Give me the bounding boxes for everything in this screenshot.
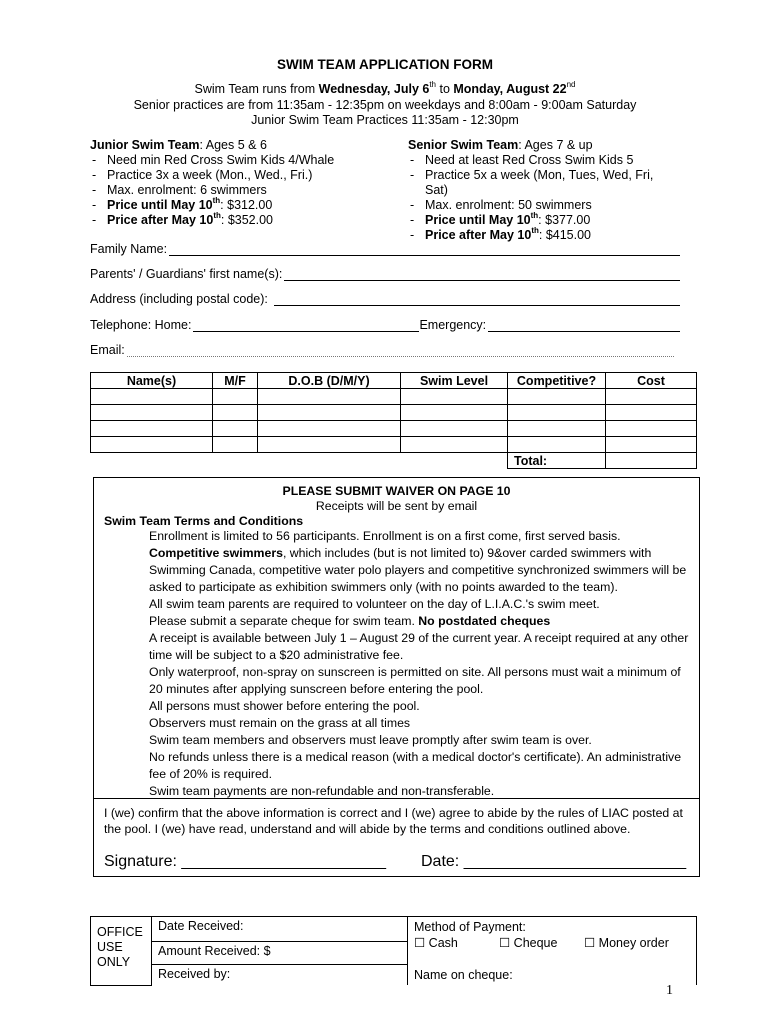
table-row[interactable]: [91, 437, 697, 453]
column-header: Competitive?: [508, 373, 606, 389]
junior-team-info: Junior Swim Team: Ages 5 & 6 - Need min Red Cross Swim Kids 4/Whale - Practice 3x a week (Mon., Wed., Fri.) - Max. enrolment: 6 swimmers - Price until May 10th: $312.00 - Price after May 10th: $352.00: [90, 138, 400, 228]
table-row[interactable]: [91, 389, 697, 405]
term-item: Enrollment is limited to 56 participants. Enrollment is on a first come, first served basis.: [149, 529, 621, 543]
money-order-checkbox[interactable]: ☐ Money order: [584, 936, 669, 950]
office-use-table: [90, 916, 697, 986]
table-cell[interactable]: [258, 389, 401, 405]
junior-practice-times: Junior Swim Team Practices 11:35am - 12:30pm: [251, 113, 519, 127]
column-header: Swim Level: [401, 373, 508, 389]
cash-checkbox[interactable]: ☐ Cash: [414, 936, 458, 950]
table-cell[interactable]: [401, 421, 508, 437]
term-item: All persons must shower before entering the pool.: [149, 699, 420, 713]
total-cost-cell[interactable]: [606, 453, 697, 469]
table-cell[interactable]: [91, 389, 213, 405]
column-header: Cost: [606, 373, 697, 389]
junior-price-until: - Price until May 10th: $312.00: [90, 198, 400, 213]
email-label: Email:: [90, 343, 125, 357]
term-item: Swim team members and observers must leave promptly after swim team is over.: [149, 733, 592, 747]
swimmer-table: [90, 372, 697, 469]
table-cell[interactable]: [508, 437, 606, 453]
senior-practice-times: Senior practices are from 11:35am - 12:35pm on weekdays and 8:00am - 9:00am Saturday: [133, 98, 637, 112]
page-number: 1: [666, 983, 673, 998]
term-item: A receipt is available between July 1 – August 29 of the current year. A receipt required at any other time will be subject to a $20 administrative fee.: [149, 631, 689, 662]
table-cell[interactable]: [606, 405, 697, 421]
page-title: SWIM TEAM APPLICATION FORM: [277, 57, 493, 72]
cheque-checkbox[interactable]: ☐ Cheque: [499, 936, 558, 950]
table-cell[interactable]: [213, 437, 258, 453]
table-cell[interactable]: [508, 405, 606, 421]
senior-price-until: - Price until May 10th: $377.00: [408, 213, 678, 228]
table-row[interactable]: [91, 421, 697, 437]
table-cell[interactable]: [606, 389, 697, 405]
list-item: - Practice 5x a week (Mon, Tues, Wed, Fri, Sat): [408, 168, 678, 198]
telephone-home-label: Telephone: Home:: [90, 318, 192, 332]
receipts-notice: Receipts will be sent by email: [315, 499, 478, 513]
column-header: M/F: [213, 373, 258, 389]
date-field[interactable]: Date: _________________________: [421, 853, 687, 870]
junior-requirements-list: [90, 153, 400, 228]
divider: [94, 798, 699, 799]
list-item: - Need at least Red Cross Swim Kids 5: [408, 153, 678, 168]
confirmation-text: I (we) confirm that the above information is correct and I (we) agree to abide by the rules of LIAC posted at the pool. I (we) have read, understand and will abide by the terms and conditions outlined above.: [104, 806, 683, 836]
payment-options: [414, 935, 690, 951]
table-cell[interactable]: [91, 421, 213, 437]
email-input[interactable]: [127, 346, 674, 357]
table-cell[interactable]: [91, 437, 213, 453]
office-use-label: OFFICE USE ONLY: [91, 917, 152, 986]
term-item: No refunds unless there is a medical reason (with a medical doctor's certificate). An administrative fee of 20% is required.: [149, 750, 682, 781]
terms-list: [149, 528, 689, 800]
address-field[interactable]: [90, 292, 680, 306]
table-cell[interactable]: [213, 389, 258, 405]
address-input[interactable]: [274, 292, 680, 306]
list-item: - Need min Red Cross Swim Kids 4/Whale: [90, 153, 400, 168]
table-cell[interactable]: [213, 405, 258, 421]
table-header-row: [91, 373, 697, 389]
term-item: Only waterproof, non-spray on sunscreen is permitted on site. All persons must wait a minimum of 20 minutes after applying sunscreen before entering the pool.: [149, 665, 681, 696]
start-date: Wednesday, July 6: [318, 82, 430, 96]
table-cell[interactable]: [508, 421, 606, 437]
parents-input[interactable]: [284, 267, 680, 281]
table-cell[interactable]: [258, 437, 401, 453]
emergency-label: Emergency:: [419, 318, 487, 332]
received-by-field[interactable]: Received by:: [152, 965, 408, 986]
list-item: - Max. enrolment: 50 swimmers: [408, 198, 678, 213]
list-item: - Practice 3x a week (Mon., Wed., Fri.): [90, 168, 400, 183]
table-cell[interactable]: [401, 389, 508, 405]
table-cell[interactable]: [258, 421, 401, 437]
junior-price-after: - Price after May 10th: $352.00: [90, 213, 400, 228]
waiver-notice: PLEASE SUBMIT WAIVER ON PAGE 10: [282, 484, 511, 498]
signature-field[interactable]: Signature: _______________________: [104, 853, 387, 870]
payment-method-section: [408, 917, 697, 986]
family-name-input[interactable]: [169, 242, 680, 256]
name-on-cheque-field[interactable]: Name on cheque:: [414, 968, 513, 982]
table-cell[interactable]: [91, 405, 213, 421]
term-item: Observers must remain on the grass at all times: [149, 716, 411, 730]
terms-box: [93, 477, 700, 877]
address-label: Address (including postal code):: [90, 292, 268, 306]
parents-label: Parents' / Guardians' first name(s):: [90, 267, 283, 281]
season-dates: Swim Team runs from Wednesday, July 6th to Monday, August 22nd: [194, 80, 576, 96]
table-cell[interactable]: [213, 421, 258, 437]
senior-price-after: - Price after May 10th: $415.00: [408, 228, 678, 243]
table-row[interactable]: [91, 405, 697, 421]
table-cell[interactable]: [401, 437, 508, 453]
table-cell[interactable]: [606, 437, 697, 453]
total-label: Total:: [508, 453, 606, 469]
senior-requirements-list: [408, 153, 678, 243]
date-received-field[interactable]: Date Received:: [152, 917, 408, 942]
senior-team-info: Senior Swim Team: Ages 7 & up - Need at least Red Cross Swim Kids 5 - Practice 5x a week (Mon, Tues, Wed, Fri, Sat) - Max. enrolment: 50 swimmers - Price until May 10th: $377.00 - Price after May 10th: $415.00: [408, 138, 678, 243]
family-name-field[interactable]: [90, 242, 680, 256]
emergency-input[interactable]: [488, 318, 680, 332]
table-cell[interactable]: [606, 421, 697, 437]
telephone-field[interactable]: [90, 318, 680, 332]
junior-team-name: Junior Swim Team: [90, 138, 200, 152]
table-cell[interactable]: [508, 389, 606, 405]
telephone-home-input[interactable]: [193, 318, 419, 332]
email-field[interactable]: [90, 343, 674, 357]
senior-team-name: Senior Swim Team: [408, 138, 519, 152]
list-item: - Max. enrolment: 6 swimmers: [90, 183, 400, 198]
parents-field[interactable]: [90, 267, 680, 281]
term-item: Competitive swimmers, which includes (but is not limited to) 9&over carded swimmers with Swimming Canada, competitive water polo players and competitive synchronized swimmers will be asked to participate as exhibition swimmers only (with no points awarded to the team).: [149, 546, 687, 594]
term-item: Please submit a separate cheque for swim team. No postdated cheques: [149, 614, 551, 628]
table-total-row: [91, 453, 697, 469]
family-name-label: Family Name:: [90, 242, 168, 256]
table-cell[interactable]: [258, 405, 401, 421]
table-cell[interactable]: [401, 405, 508, 421]
term-item: All swim team parents are required to volunteer on the day of L.I.A.C.'s swim meet.: [149, 597, 600, 611]
column-header: D.O.B (D/M/Y): [258, 373, 401, 389]
term-item: Swim team payments are non-refundable and non-transferable.: [149, 784, 495, 798]
payment-method-label: Method of Payment:: [414, 920, 526, 934]
amount-received-field[interactable]: Amount Received: $: [152, 942, 408, 965]
end-date: Monday, August 22: [453, 82, 567, 96]
column-header: Name(s): [91, 373, 213, 389]
terms-heading: Swim Team Terms and Conditions: [104, 514, 304, 528]
